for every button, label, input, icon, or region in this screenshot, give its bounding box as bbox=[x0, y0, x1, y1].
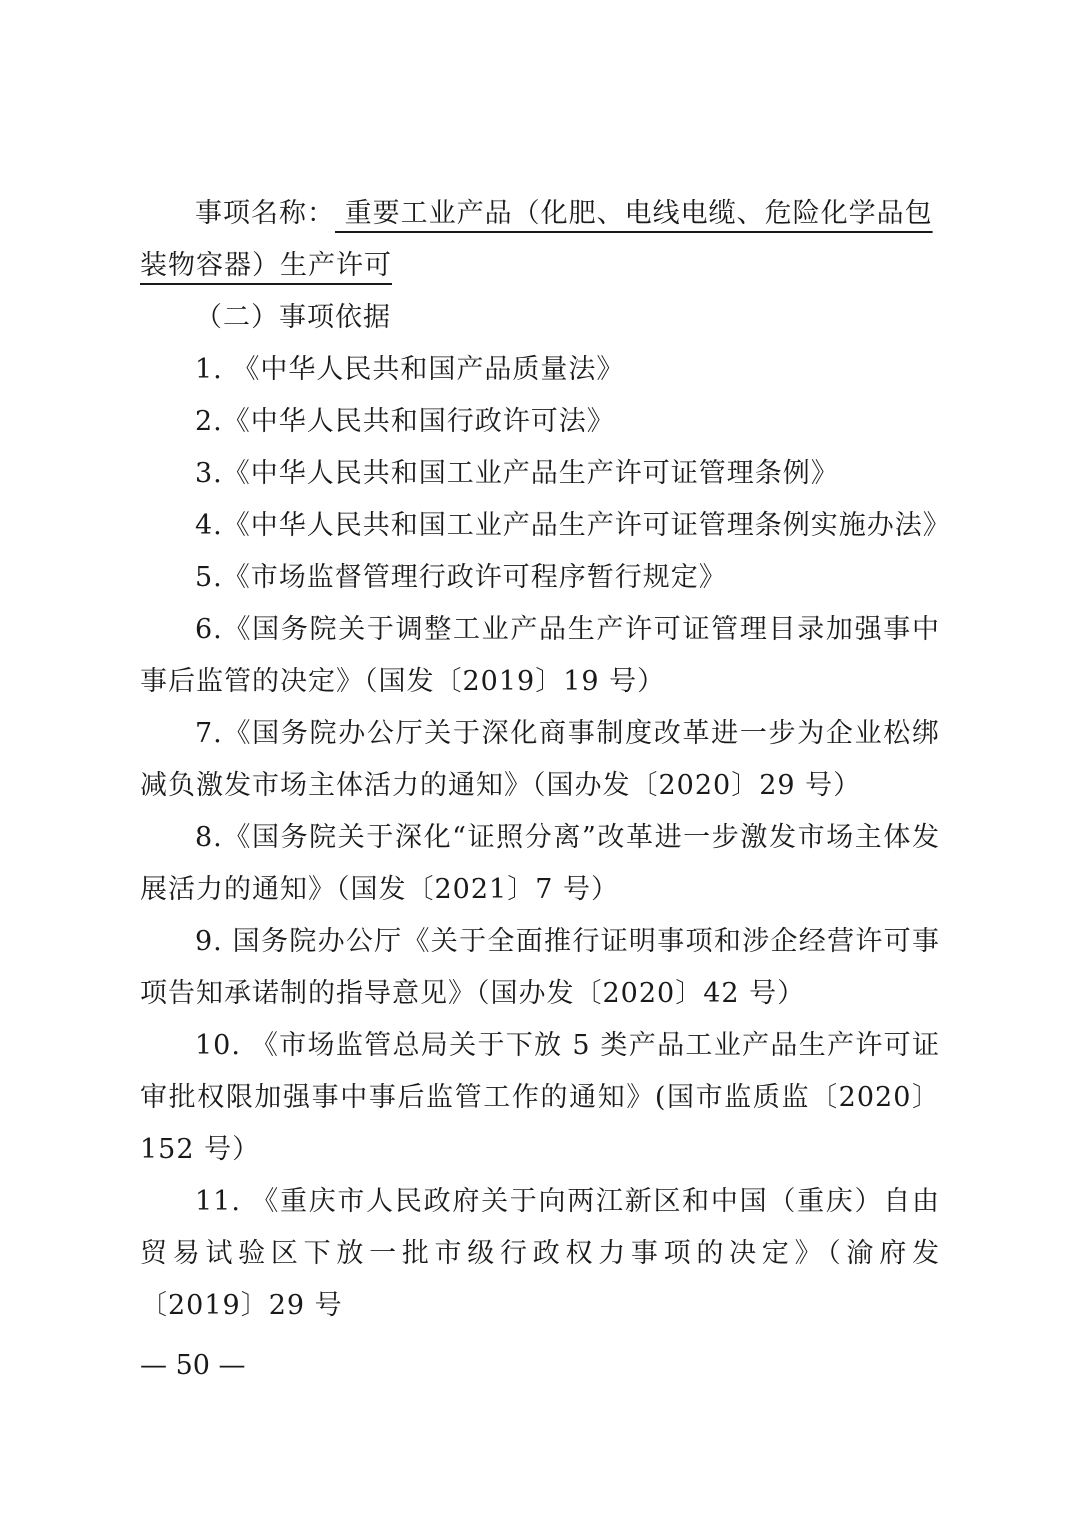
section-heading: （二）事项依据 bbox=[195, 302, 391, 333]
item-name-value: 重要工业产品（化肥、电线电缆、危险化学品包装物容器）生产许可 bbox=[140, 198, 933, 281]
basis-item-7: 7.《国务院办公厅关于深化商事制度改革进一步为企业松绑减负激发市场主体活力的通知》（国办发〔2020〕29 号） bbox=[140, 718, 940, 801]
basis-item-4: 4.《中华人民共和国工业产品生产许可证管理条例实施办法》 bbox=[195, 510, 951, 541]
basis-item-2: 2.《中华人民共和国行政许可法》 bbox=[195, 406, 615, 437]
basis-item-8: 8.《国务院关于深化“证照分离”改革进一步激发市场主体发展活力的通知》（国发〔2021〕7 号） bbox=[140, 822, 940, 905]
basis-item-9: 9. 国务院办公厅《关于全面推行证明事项和涉企经营许可事项告知承诺制的指导意见》（国办发〔2020〕42 号） bbox=[140, 926, 940, 1009]
basis-item-10: 10. 《市场监管总局关于下放 5 类产品工业产品生产许可证审批权限加强事中事后监管工作的通知》(国市监质监〔2020〕152 号） bbox=[140, 1030, 940, 1165]
item-name-label: 事项名称： bbox=[195, 198, 335, 229]
page-number: — 50 — bbox=[140, 1350, 246, 1381]
item-name-line bbox=[140, 188, 940, 292]
basis-item-1: 1. 《中华人民共和国产品质量法》 bbox=[195, 354, 625, 385]
basis-item-3: 3.《中华人民共和国工业产品生产许可证管理条例》 bbox=[195, 458, 839, 489]
basis-item-5: 5.《市场监督管理行政许可程序暂行规定》 bbox=[195, 562, 727, 593]
basis-item-11: 11. 《重庆市人民政府关于向两江新区和中国（重庆）自由贸易试验区下放一批市级行政权力事项的决定》（渝府发〔2019〕29 号 bbox=[140, 1186, 940, 1321]
basis-item-6: 6.《国务院关于调整工业产品生产许可证管理目录加强事中事后监管的决定》（国发〔2019〕19 号） bbox=[140, 614, 940, 697]
